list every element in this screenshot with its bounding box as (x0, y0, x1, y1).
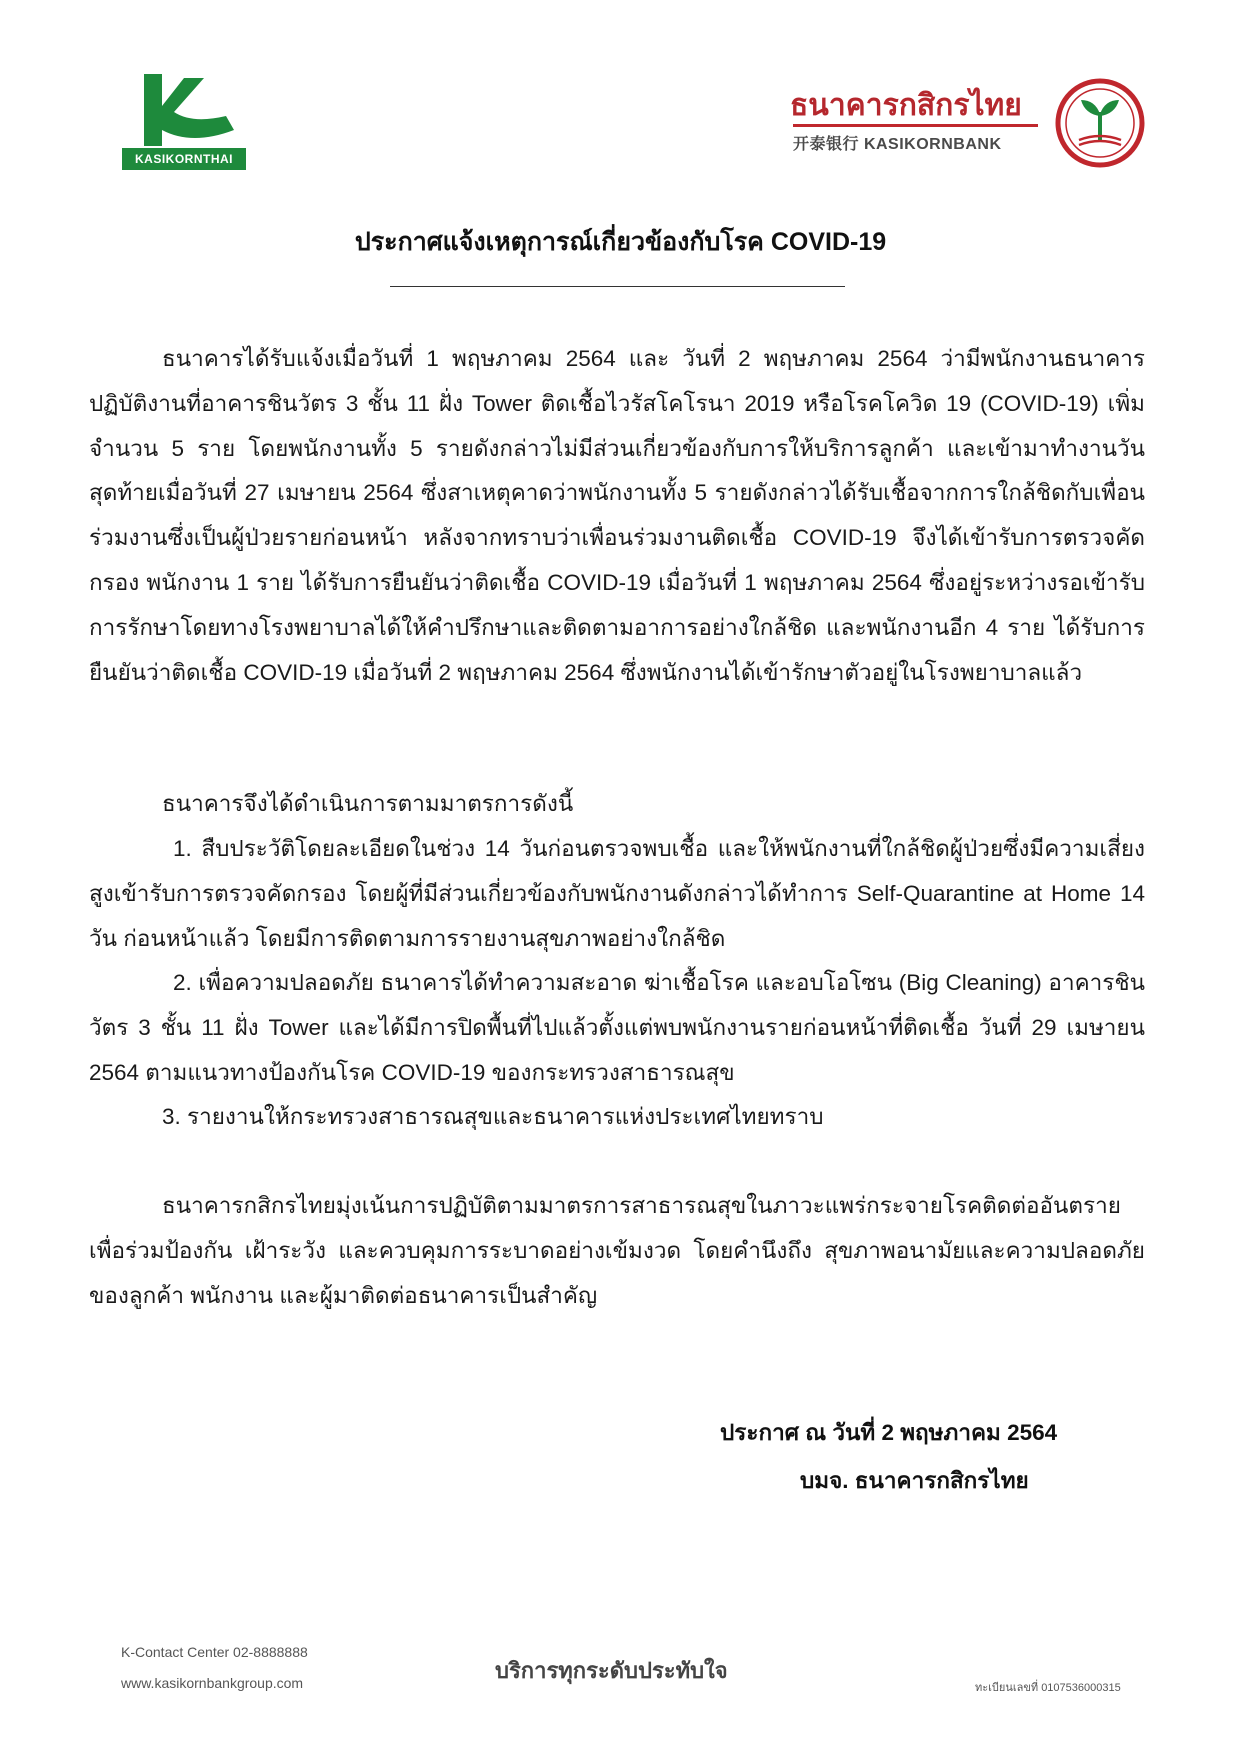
bank-name-rule (793, 124, 1038, 127)
kasikornthai-logo-text: KASIKORNTHAI (122, 148, 246, 170)
footer-contact: K-Contact Center 02-8888888 (121, 1644, 308, 1660)
measure-item-1: 1. สืบประวัติโดยละเอียดในช่วง 14 วันก่อนตรวจพบเชื้อ และให้พนักงานที่ใกล้ชิดผู้ป่วยซึ่งมีความเสี่ยงสูงเข้ารับการตรวจคัดกรอง โดยผู้ที่มีส่วนเกี่ยวข้องกับพนักงานดังกล่าวได้ทำการ Self-Quarantine at Home 14 วัน ก่อนหน้าแล้ว โดยมีการติดตามการรายงานสุขภาพอย่างใกล้ชิด (89, 836, 1145, 951)
kasikornbank-seal (1055, 78, 1145, 168)
footer-website: www.kasikornbankgroup.com (121, 1675, 304, 1691)
kasikornthai-logo (122, 72, 246, 172)
kasikornbank-rice-seal-icon (1055, 78, 1145, 168)
title-divider (390, 286, 845, 287)
kasikornthai-k-logo-icon (122, 72, 246, 148)
measure-item-3: 3. รายงานให้กระทรวงสาธารณสุขและธนาคารแห่งประเทศไทยทราบ (162, 1104, 824, 1129)
document-title: ประกาศแจ้งเหตุการณ์เกี่ยวข้องกับโรค COVID-19 (354, 228, 887, 256)
bank-name-thai: ธนาคารกสิกรไทย (790, 89, 1022, 122)
announcing-organization: บมจ. ธนาคารกสิกรไทย (800, 1468, 1029, 1493)
announcement-date: ประกาศ ณ วันที่ 2 พฤษภาคม 2564 (720, 1420, 1058, 1445)
measure-item-2: 2. เพื่อความปลอดภัย ธนาคารได้ทำความสะอาด ฆ่าเชื้อโรค และอบโอโซน (Big Cleaning) อาคารชินวัตร 3 ชั้น 11 ฝั่ง Tower และได้มีการปิดพื้นที่ไปแล้วตั้งแต่พบพนักงานรายก่อนหน้าที่ติดเชื้อ วันที่ 29 เมษายน 2564 ตามแนวทางป้องกันโรค COVID-19 ของกระทรวงสาธารณสุข (89, 970, 1145, 1085)
footer-registration: ทะเบียนเลขที่ 0107536000315 (975, 1682, 1121, 1694)
paragraph-commitment: ธนาคารกสิกรไทยมุ่งเน้นการปฏิบัติตามมาตรการสาธารณสุขในภาวะแพร่กระจายโรคติดต่ออันตราย เพื่อร่วมป้องกัน เฝ้าระวัง และควบคุมการระบาดอย่างเข้มงวด โดยคำนึงถึง สุขภาพอนามัยและความปลอดภัยของลูกค้า พนักงาน และผู้มาติดต่อธนาคารเป็นสำคัญ (89, 1193, 1145, 1308)
footer-slogan: บริการทุกระดับประทับใจ (495, 1658, 728, 1683)
paragraph-measures-intro: ธนาคารจึงได้ดำเนินการตามมาตรการดังนี้ (162, 791, 574, 816)
paragraph-incident: ธนาคารได้รับแจ้งเมื่อวันที่ 1 พฤษภาคม 2564 และ วันที่ 2 พฤษภาคม 2564 ว่ามีพนักงานธนาคาร ปฏิบัติงานที่อาคารชินวัตร 3 ชั้น 11 ฝั่ง Tower ติดเชื้อไวรัสโคโรนา 2019 หรือโรคโควิด 19 (COVID-19) เพิ่มจำนวน 5 ราย โดยพนักงานทั้ง 5 รายดังกล่าวไม่มีส่วนเกี่ยวข้องกับการให้บริการลูกค้า และเข้ามาทำงานวันสุดท้ายเมื่อวันที่ 27 เมษายน 2564 ซึ่งสาเหตุคาดว่าพนักงานทั้ง 5 รายดังกล่าวได้รับเชื้อจากการใกล้ชิดกับเพื่อนร่วมงานซึ่งเป็นผู้ป่วยรายก่อนหน้า หลังจากทราบว่าเพื่อนร่วมงานติดเชื้อ COVID-19 จึงได้เข้ารับการตรวจคัดกรอง พนักงาน 1 ราย ได้รับการยืนยันว่าติดเชื้อ COVID-19 เมื่อวันที่ 1 พฤษภาคม 2564 ซึ่งอยู่ระหว่างรอเข้ารับการรักษาโดยทางโรงพยาบาลได้ให้คำปรึกษาและติดตามอาการอย่างใกล้ชิด และพนักงานอีก 4 ราย ได้รับการยืนยันว่าติดเชื้อ COVID-19 เมื่อวันที่ 2 พฤษภาคม 2564 ซึ่งพนักงานได้เข้ารักษาตัวอยู่ในโรงพยาบาลแล้ว (89, 346, 1145, 685)
bank-name-subtitle: 开泰银行 KASIKORNBANK (793, 136, 1002, 153)
